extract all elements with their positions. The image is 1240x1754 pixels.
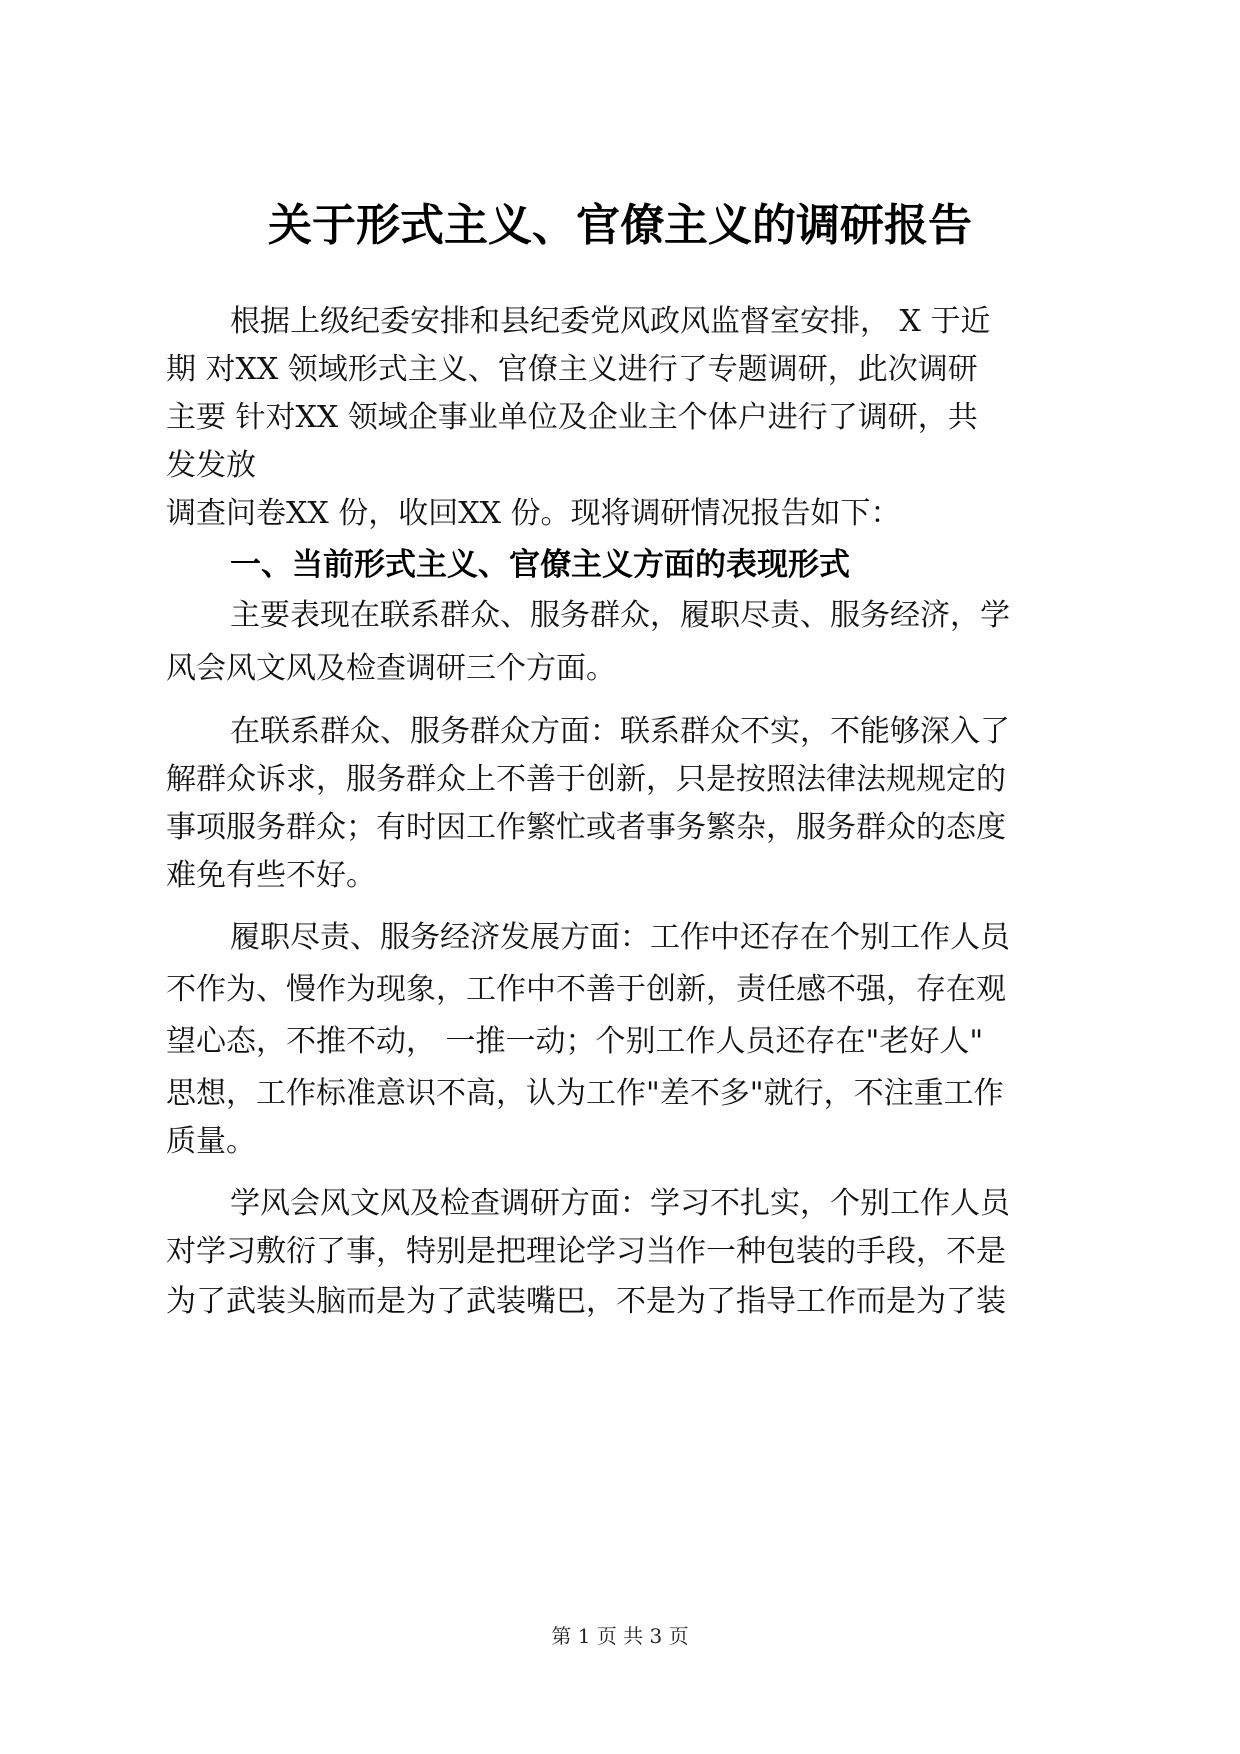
paragraph-line: 难免有些不好。 bbox=[166, 858, 376, 893]
paragraph-line: 质量。 bbox=[166, 1124, 256, 1159]
paragraph-line: 主要表现在联系群众、服务群众，履职尽责、服务经济，学 bbox=[230, 598, 1010, 633]
document-title: 关于形式主义、官僚主义的调研报告 bbox=[268, 200, 972, 251]
paragraph-line: 解群众诉求，服务群众上不善于创新，只是按照法律法规规定的 bbox=[166, 762, 1006, 797]
paragraph-line: 风会风文风及检查调研三个方面。 bbox=[166, 651, 616, 686]
intro-line: 发发放 bbox=[166, 448, 256, 483]
intro-line: 调查问卷XX 份，收回XX 份。现将调研情况报告如下： bbox=[166, 496, 901, 531]
page-number-footer: 第 1 页 共 3 页 bbox=[551, 1624, 689, 1648]
paragraph-line: 为了武装头脑而是为了武装嘴巴，不是为了指导工作而是为了装 bbox=[166, 1284, 1006, 1319]
intro-line: 期 对XX 领域形式主义、官僚主义进行了专题调研，此次调研 bbox=[166, 352, 978, 387]
paragraph-line: 履职尽责、服务经济发展方面：工作中还存在个别工作人员 bbox=[230, 920, 1010, 955]
intro-line: 主要 针对XX 领域企事业单位及企业主个体户进行了调研，共 bbox=[166, 400, 978, 435]
paragraph-line: 望心态，不推不动， 一推一动；个别工作人员还存在"老好人" bbox=[166, 1024, 984, 1059]
paragraph-line: 事项服务群众；有时因工作繁忙或者事务繁杂，服务群众的态度 bbox=[166, 810, 1006, 845]
paragraph-line: 思想，工作标准意识不高，认为工作"差不多"就行，不注重工作 bbox=[166, 1076, 1004, 1111]
paragraph-line: 在联系群众、服务群众方面：联系群众不实，不能够深入了 bbox=[230, 714, 1010, 749]
paragraph-line: 不作为、慢作为现象，工作中不善于创新，责任感不强，存在观 bbox=[166, 972, 1006, 1007]
paragraph-line: 对学习敷衍了事，特别是把理论学习当作一种包装的手段，不是 bbox=[166, 1234, 1006, 1269]
section-heading: 一、当前形式主义、官僚主义方面的表现形式 bbox=[230, 547, 850, 583]
intro-line: 根据上级纪委安排和县纪委党风政风监督室安排， X 于近 bbox=[230, 304, 991, 339]
paragraph-line: 学风会风文风及检查调研方面：学习不扎实，个别工作人员 bbox=[230, 1186, 1010, 1221]
